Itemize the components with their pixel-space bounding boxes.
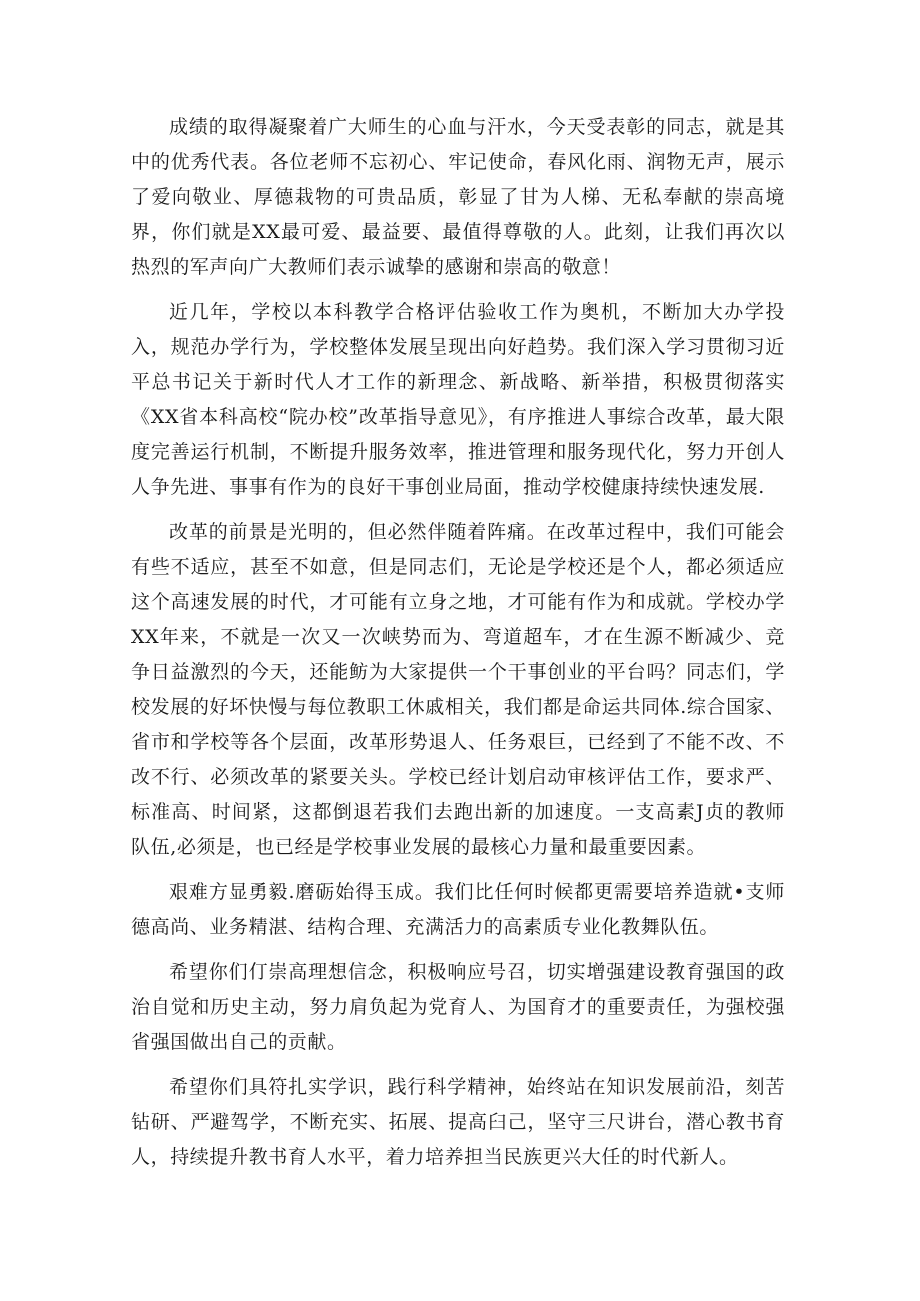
paragraph-2: 近几年，学校以本科教学合格评估验收工作为奥机，不断加大办学投入，规范办学行为，学校整体发展呈现出向好趋势。我们深入学习贯彻习近平总书记关于新时代人才工作的新理念、新战略、新举措，积极贯彻落实《XX省本科高校“院办校”改革指导意见》，有序推进人事综合改革，最大限度完善运行机制，不断提升服务效率，推进管理和服务现代化，努力开创人人争先进、事事有作为的良好干事创业局面，推动学校健康持续快速发展. — [131, 301, 785, 498]
paragraph-5: 希望你们仃崇高理想信念，积极响应号召，切实增强建设教育强国的政治自觉和历史主动，努力肩负起为党育人、为国育才的重要责任，为强校强省强国做出自己的贡献。 — [131, 961, 785, 1053]
paragraph-4: 艰难方显勇毅.磨砺始得玉成。我们比任何时候都更需要培养造就•支师德高尚、业务精湛、结构合理、充满活力的高素质专业化教舞队伍。 — [131, 881, 785, 938]
document-body — [131, 110, 785, 1175]
paragraph-1: 成绩的取得凝聚着广大师生的心血与汗水，今天受表彰的同志，就是其中的优秀代表。各位老师不忘初心、牢记使命，春风化雨、润物无声，展示了爱向敬业、厚德栽物的可贵品质，彰显了甘为人梯、无私奉献的崇高境界，你们就是XX最可爱、最益要、最值得尊敬的人。此刻，让我们再次以热烈的军声向广大教师们表示诚挚的感谢和崇高的敬意！ — [131, 116, 785, 278]
paragraph-3: 改革的前景是光明的，但必然伴随着阵痛。在改革过程中，我们可能会有些不适应，甚至不如意，但是同志们，无论是学校还是个人，都必须适应这个高速发展的时代，才可能有立身之地，才可能有作为和成就。学校办学XX年来，不就是一次又一次峡势而为、弯道超车，才在生源不断减少、竞争日益激烈的今天，还能鲂为大家提供一个干事创业的平台吗？同志们，学校发展的好坏快慢与每位教职工休戚相关，我们都是命运共同体.综合国家、省市和学校等各个层面，改革形势退人、任务艰巨，已经到了不能不改、不改不行、必须改革的紧要关头。学校已经计划启动审核评估工作，要求严、标准高、时间紧，这都倒退若我们去跑出新的加速度。一支高素J贞的教师队伍,必须是，也已经是学校事业发展的最核心力量和最重要因素。 — [131, 521, 785, 858]
paragraph-6: 希望你们具符扎实学识，践行科学精神，始终站在知识发展前沿，刻苦钻研、严避驾学，不断充实、拓展、提高臼己，坚守三尺讲台，潜心教书育人，持续提升教书育人水平，着力培养担当民族更兴大任的时代新人。 — [131, 1076, 785, 1168]
